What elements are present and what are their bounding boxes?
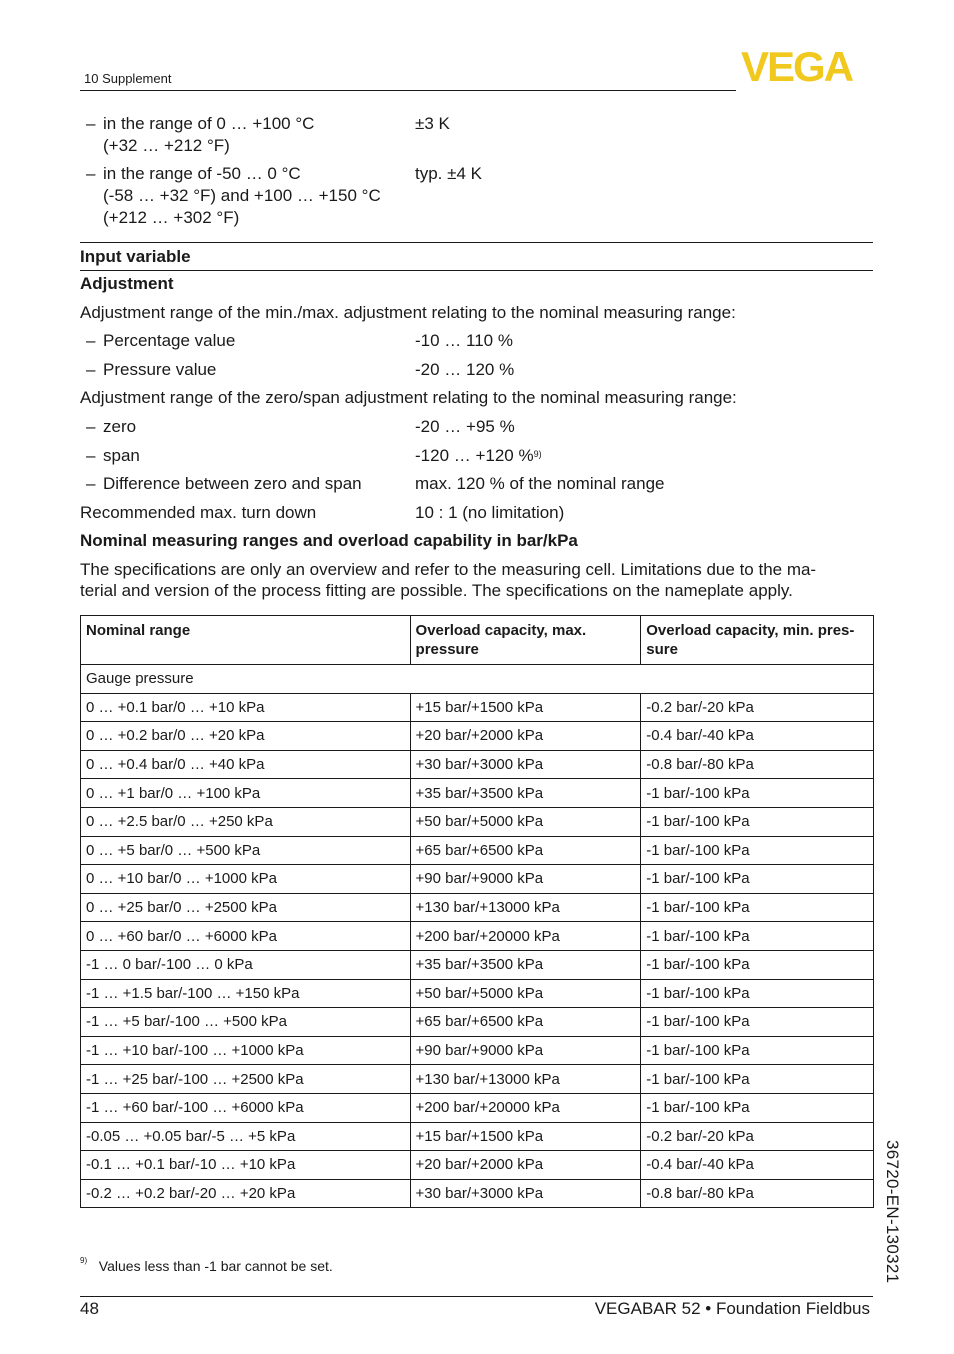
nominal-title: Nominal measuring ranges and overload capability in bar/kPa xyxy=(80,531,578,550)
table-row xyxy=(81,1036,874,1065)
overload-min-cell: -1 bar/-100 kPa xyxy=(641,1008,874,1037)
overload-min-cell: -0.8 bar/-80 kPa xyxy=(641,1179,874,1208)
temp-range-label: in the range of -50 … 0 °C xyxy=(103,164,301,183)
table-row xyxy=(81,807,874,836)
table-row xyxy=(81,1008,874,1037)
table-group-row xyxy=(81,665,874,694)
overload-max-cell: +15 bar/+1500 kPa xyxy=(410,1122,641,1151)
section-rule xyxy=(80,242,873,243)
zerospan-label: span xyxy=(103,446,140,465)
temp-range-label: (+212 … +302 °F) xyxy=(103,208,240,227)
table-row xyxy=(81,722,874,751)
overload-max-cell: +130 bar/+13000 kPa xyxy=(410,893,641,922)
group-label: Gauge pressure xyxy=(81,665,874,694)
nominal-range-cell: -1 … +5 bar/-100 … +500 kPa xyxy=(81,1008,411,1037)
section-rule xyxy=(80,270,873,271)
input-variable-title: Input variable xyxy=(80,247,191,266)
zerospan-value-text: -120 … +120 % xyxy=(415,446,534,465)
header-overload-max xyxy=(410,616,641,665)
adjustment-intro-zerospan: Adjustment range of the zero/span adjustment relating to the nominal measuring range: xyxy=(80,388,737,407)
nominal-range-cell: -0.05 … +0.05 bar/-5 … +5 kPa xyxy=(81,1122,411,1151)
table-row xyxy=(81,779,874,808)
footnote-ref: 9) xyxy=(80,1256,88,1265)
overload-max-cell: +65 bar/+6500 kPa xyxy=(410,836,641,865)
nominal-range-cell: -1 … +25 bar/-100 … +2500 kPa xyxy=(81,1065,411,1094)
minmax-label: Pressure value xyxy=(103,360,217,379)
temp-range-row-2: – in the range of -50 … 0 °C (-58 … +32 °F) and +100 … +150 °C (+212 … +302 °F) typ. ±4 K xyxy=(86,164,482,227)
nominal-range-cell: -0.2 … +0.2 bar/-20 … +20 kPa xyxy=(81,1179,411,1208)
overload-max-cell: +130 bar/+13000 kPa xyxy=(410,1065,641,1094)
nominal-range-cell: 0 … +5 bar/0 … +500 kPa xyxy=(81,836,411,865)
table-header-row xyxy=(81,616,874,665)
overload-max-cell: +200 bar/+20000 kPa xyxy=(410,1093,641,1122)
overload-min-cell: -0.4 bar/-40 kPa xyxy=(641,722,874,751)
table-row xyxy=(81,950,874,979)
overload-min-cell: -1 bar/-100 kPa xyxy=(641,1093,874,1122)
zerospan-label: zero xyxy=(103,417,137,436)
footnote xyxy=(80,1258,333,1274)
table-row xyxy=(81,893,874,922)
overload-min-cell: -1 bar/-100 kPa xyxy=(641,893,874,922)
overload-max-cell: +50 bar/+5000 kPa xyxy=(410,979,641,1008)
table-row xyxy=(81,750,874,779)
footnote-ref: 9) xyxy=(533,449,542,459)
zerospan-value xyxy=(415,445,542,467)
overload-max-cell: +200 bar/+20000 kPa xyxy=(410,922,641,951)
footer-rule xyxy=(80,1296,873,1297)
overload-max-cell: +35 bar/+3500 kPa xyxy=(410,779,641,808)
product-name: VEGABAR 52 • Foundation Fieldbus xyxy=(594,1299,870,1318)
overload-min-cell: -1 bar/-100 kPa xyxy=(641,979,874,1008)
overload-min-cell: -1 bar/-100 kPa xyxy=(641,779,874,808)
overload-max-cell: +50 bar/+5000 kPa xyxy=(410,807,641,836)
nominal-range-cell: -1 … 0 bar/-100 … 0 kPa xyxy=(81,950,411,979)
overload-max-cell: +20 bar/+2000 kPa xyxy=(410,722,641,751)
nominal-range-cell: -1 … +10 bar/-100 … +1000 kPa xyxy=(81,1036,411,1065)
table-row xyxy=(81,1065,874,1094)
overload-max-cell: +35 bar/+3500 kPa xyxy=(410,950,641,979)
overload-min-cell: -1 bar/-100 kPa xyxy=(641,865,874,894)
table-row xyxy=(81,979,874,1008)
minmax-value: -10 … 110 % xyxy=(415,331,513,350)
overload-min-cell: -1 bar/-100 kPa xyxy=(641,1065,874,1094)
nominal-range-cell: 0 … +2.5 bar/0 … +250 kPa xyxy=(81,807,411,836)
adjustment-intro-minmax: Adjustment range of the min./max. adjustment relating to the nominal measuring range: xyxy=(80,303,736,322)
header-text: Overload capacity, min. pres- xyxy=(646,622,855,639)
table-row xyxy=(81,1151,874,1180)
header-overload-min xyxy=(641,616,874,665)
header-text: sure xyxy=(646,641,678,658)
nominal-range-cell: -0.1 … +0.1 bar/-10 … +10 kPa xyxy=(81,1151,411,1180)
nominal-paragraph-line: The specifications are only an overview and refer to the measuring cell. Limitations due to the ma- xyxy=(80,560,817,579)
overload-max-cell: +30 bar/+3000 kPa xyxy=(410,750,641,779)
logo-text: VEGA xyxy=(741,48,853,84)
overload-min-cell: -1 bar/-100 kPa xyxy=(641,807,874,836)
overload-max-cell: +90 bar/+9000 kPa xyxy=(410,1036,641,1065)
temp-range-label: in the range of 0 … +100 °C xyxy=(103,114,315,133)
nominal-range-cell: -1 … +1.5 bar/-100 … +150 kPa xyxy=(81,979,411,1008)
adjustment-title: Adjustment xyxy=(80,274,174,293)
nominal-paragraph-line: terial and version of the process fitting are possible. The specifications on the nameplate apply. xyxy=(80,581,793,600)
overload-min-cell: -1 bar/-100 kPa xyxy=(641,1036,874,1065)
turndown-value: 10 : 1 (no limitation) xyxy=(415,503,565,522)
overload-max-cell: +15 bar/+1500 kPa xyxy=(410,693,641,722)
overload-min-cell: -1 bar/-100 kPa xyxy=(641,922,874,951)
overload-min-cell: -1 bar/-100 kPa xyxy=(641,836,874,865)
nominal-range-cell: 0 … +10 bar/0 … +1000 kPa xyxy=(81,865,411,894)
footnote-text: Values less than -1 bar cannot be set. xyxy=(98,1258,333,1274)
nominal-range-cell: 0 … +0.2 bar/0 … +20 kPa xyxy=(81,722,411,751)
table-row xyxy=(81,693,874,722)
header-text: pressure xyxy=(415,641,479,658)
table-row xyxy=(81,922,874,951)
temp-range-value: typ. ±4 K xyxy=(415,164,482,183)
header-text: Overload capacity, max. xyxy=(415,622,587,639)
overload-max-cell: +90 bar/+9000 kPa xyxy=(410,865,641,894)
nominal-range-cell: 0 … +0.1 bar/0 … +10 kPa xyxy=(81,693,411,722)
temp-range-value: ±3 K xyxy=(415,114,450,133)
overload-table xyxy=(80,615,874,1208)
page-number: 48 xyxy=(80,1299,99,1318)
table-row xyxy=(81,1179,874,1208)
nominal-range-cell: -1 … +60 bar/-100 … +6000 kPa xyxy=(81,1093,411,1122)
nominal-range-cell: 0 … +1 bar/0 … +100 kPa xyxy=(81,779,411,808)
header-rule xyxy=(80,90,736,91)
table-row xyxy=(81,1093,874,1122)
overload-max-cell: +65 bar/+6500 kPa xyxy=(410,1008,641,1037)
minmax-label: Percentage value xyxy=(103,331,236,350)
overload-min-cell: -0.4 bar/-40 kPa xyxy=(641,1151,874,1180)
table-row xyxy=(81,1122,874,1151)
nominal-range-cell: 0 … +25 bar/0 … +2500 kPa xyxy=(81,893,411,922)
zerospan-label: Difference between zero and span xyxy=(103,474,362,493)
temp-range-label: (-58 … +32 °F) and +100 … +150 °C xyxy=(103,186,381,205)
table-row xyxy=(81,836,874,865)
temp-range-row-1: – in the range of 0 … +100 °C (+32 … +212 °F) ±3 K xyxy=(86,114,450,155)
table-row xyxy=(81,865,874,894)
overload-min-cell: -1 bar/-100 kPa xyxy=(641,950,874,979)
vega-logo xyxy=(741,48,873,84)
nominal-range-cell: 0 … +0.4 bar/0 … +40 kPa xyxy=(81,750,411,779)
overload-max-cell: +30 bar/+3000 kPa xyxy=(410,1179,641,1208)
temp-range-label: (+32 … +212 °F) xyxy=(103,136,230,155)
header-nominal-range: Nominal range xyxy=(81,616,411,665)
overload-min-cell: -0.2 bar/-20 kPa xyxy=(641,693,874,722)
nominal-range-cell: 0 … +60 bar/0 … +6000 kPa xyxy=(81,922,411,951)
document-id: 36720-EN-130321 xyxy=(883,1140,902,1284)
minmax-value: -20 … 120 % xyxy=(415,360,515,379)
overload-min-cell: -0.2 bar/-20 kPa xyxy=(641,1122,874,1151)
overload-max-cell: +20 bar/+2000 kPa xyxy=(410,1151,641,1180)
overload-min-cell: -0.8 bar/-80 kPa xyxy=(641,750,874,779)
zerospan-value: -20 … +95 % xyxy=(415,417,515,436)
zerospan-value: max. 120 % of the nominal range xyxy=(415,474,665,493)
section-header: 10 Supplement xyxy=(84,71,172,86)
turndown-label: Recommended max. turn down xyxy=(80,503,317,522)
